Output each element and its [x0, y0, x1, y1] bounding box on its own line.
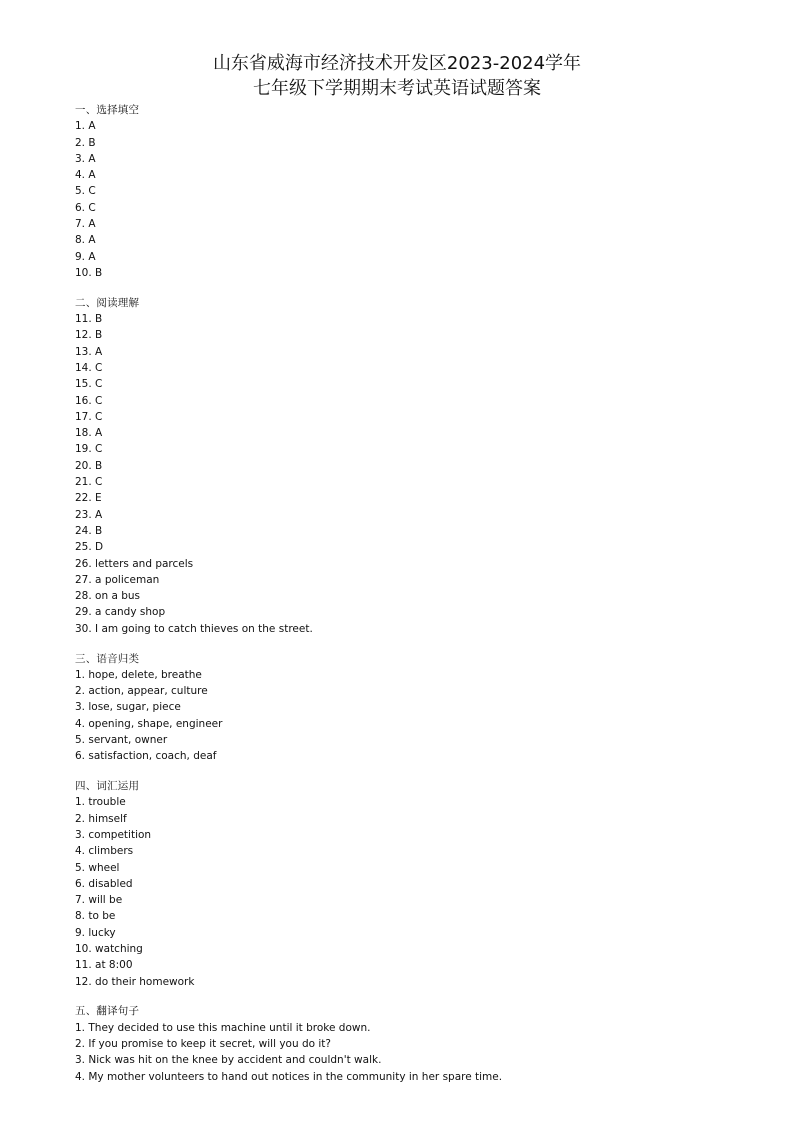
item-number: 17.: [75, 410, 92, 423]
item-answer: C: [95, 361, 103, 374]
answer-item: [75, 957, 755, 973]
item-answer: lucky: [88, 926, 116, 939]
item-number: 1.: [75, 120, 86, 133]
answer-item: [75, 376, 755, 392]
answer-item: [75, 699, 755, 715]
item-answer: opening, shape, engineer: [88, 717, 223, 730]
item-answer: C: [95, 443, 103, 456]
answer-section: [75, 102, 755, 281]
item-answer: E: [95, 492, 102, 505]
answer-item: [75, 1052, 755, 1068]
answer-item: [75, 1036, 755, 1052]
item-answer: do their homework: [95, 975, 195, 988]
answer-item: [75, 974, 755, 990]
item-number: 3.: [75, 701, 86, 714]
answer-item: [75, 249, 755, 265]
document-title-line-2: 七年级下学期期末考试英语试题答案: [253, 78, 541, 99]
answer-item: [75, 327, 755, 343]
answer-item: [75, 892, 755, 908]
answer-item: [75, 876, 755, 892]
item-answer: B: [95, 266, 103, 279]
item-number: 18.: [75, 427, 92, 440]
item-number: 11.: [75, 313, 92, 326]
item-answer: letters and parcels: [95, 557, 194, 570]
item-answer: A: [88, 120, 96, 133]
item-answer: A: [88, 234, 96, 247]
item-number: 22.: [75, 492, 92, 505]
item-answer: a candy shop: [95, 606, 166, 619]
answer-item: [75, 523, 755, 539]
item-answer: satisfaction, coach, deaf: [88, 750, 217, 763]
item-answer: My mother volunteers to hand out notices in the community in her spare time.: [88, 1070, 503, 1083]
item-number: 15.: [75, 378, 92, 391]
item-answer: A: [88, 250, 96, 263]
answer-item: [75, 265, 755, 281]
item-answer: on a bus: [95, 590, 141, 603]
answer-item: [75, 360, 755, 376]
answer-item: [75, 151, 755, 167]
item-answer: to be: [88, 910, 116, 923]
item-number: 13.: [75, 345, 92, 358]
answer-item: [75, 925, 755, 941]
item-number: 5.: [75, 733, 86, 746]
item-answer: B: [95, 524, 103, 537]
item-answer: competition: [88, 828, 152, 841]
answer-item: [75, 409, 755, 425]
item-answer: C: [88, 185, 96, 198]
answer-item: [75, 474, 755, 490]
item-answer: D: [95, 541, 104, 554]
answer-item: [75, 604, 755, 620]
answer-item: [75, 827, 755, 843]
item-answer: C: [95, 410, 103, 423]
answer-item: [75, 135, 755, 151]
item-answer: lose, sugar, piece: [88, 701, 181, 714]
answer-item: [75, 311, 755, 327]
answer-item: [75, 667, 755, 683]
answer-item: [75, 908, 755, 924]
item-number: 24.: [75, 524, 92, 537]
item-number: 4.: [75, 717, 86, 730]
item-answer: at 8:00: [95, 959, 133, 972]
item-answer: servant, owner: [88, 733, 168, 746]
item-number: 9.: [75, 250, 86, 263]
item-number: 2.: [75, 812, 86, 825]
item-answer: A: [95, 508, 103, 521]
item-number: 4.: [75, 1070, 86, 1083]
section-heading: 一、选择填空: [75, 104, 140, 116]
item-number: 2.: [75, 1038, 86, 1051]
item-answer: hope, delete, breathe: [88, 668, 202, 681]
item-number: 29.: [75, 606, 92, 619]
answer-item: [75, 393, 755, 409]
item-number: 8.: [75, 910, 86, 923]
section-heading: 四、词汇运用: [75, 780, 140, 793]
answer-item: [75, 716, 755, 732]
item-answer: a policeman: [95, 573, 160, 586]
item-number: 27.: [75, 573, 92, 586]
item-answer: A: [88, 218, 96, 231]
answer-content: [75, 102, 755, 1085]
answer-item: [75, 1020, 755, 1036]
answer-item: [75, 811, 755, 827]
item-answer: A: [95, 345, 103, 358]
item-answer: climbers: [88, 845, 134, 858]
item-number: 5.: [75, 185, 86, 198]
answer-section: [75, 295, 755, 637]
item-number: 6.: [75, 201, 86, 214]
item-number: 7.: [75, 894, 86, 907]
item-number: 6.: [75, 877, 86, 890]
item-answer: wheel: [88, 861, 120, 874]
item-answer: C: [95, 378, 103, 391]
item-number: 4.: [75, 169, 86, 182]
item-answer: C: [88, 201, 96, 214]
item-answer: A: [88, 169, 96, 182]
item-number: 1.: [75, 668, 86, 681]
answer-item: [75, 1069, 755, 1085]
answer-section: [75, 1003, 755, 1084]
item-number: 16.: [75, 394, 92, 407]
item-number: 10.: [75, 266, 92, 279]
answer-item: [75, 458, 755, 474]
answer-item: [75, 425, 755, 441]
item-number: 6.: [75, 750, 86, 763]
answer-item: [75, 183, 755, 199]
item-number: 10.: [75, 943, 92, 956]
item-number: 12.: [75, 975, 92, 988]
item-number: 3.: [75, 1054, 86, 1067]
section-heading: 五、翻译句子: [75, 1005, 140, 1018]
item-number: 30.: [75, 622, 92, 635]
answer-item: [75, 732, 755, 748]
section-heading: 二、阅读理解: [75, 296, 140, 309]
item-answer: A: [95, 427, 103, 440]
answer-item: [75, 344, 755, 360]
item-answer: B: [95, 313, 103, 326]
item-number: 12.: [75, 329, 92, 342]
answer-item: [75, 167, 755, 183]
item-answer: A: [88, 152, 96, 165]
answer-item: [75, 118, 755, 134]
item-number: 3.: [75, 828, 86, 841]
item-answer: will be: [88, 894, 123, 907]
item-number: 3.: [75, 152, 86, 165]
document-title-line-1: 山东省威海市经济技术开发区2023-2024学年: [212, 53, 582, 74]
item-number: 7.: [75, 218, 86, 231]
item-answer: Nick was hit on the knee by accident and couldn't walk.: [88, 1054, 382, 1067]
answer-item: [75, 232, 755, 248]
item-number: 25.: [75, 541, 92, 554]
answer-item: [75, 490, 755, 506]
item-number: 1.: [75, 1021, 86, 1034]
item-answer: C: [95, 476, 103, 489]
item-number: 1.: [75, 796, 86, 809]
answer-item: [75, 588, 755, 604]
answer-item: [75, 794, 755, 810]
item-number: 8.: [75, 234, 86, 247]
answer-item: [75, 572, 755, 588]
item-number: 21.: [75, 476, 92, 489]
answer-item: [75, 843, 755, 859]
item-number: 23.: [75, 508, 92, 521]
answer-item: [75, 941, 755, 957]
item-answer: I am going to catch thieves on the street.: [95, 622, 313, 635]
item-answer: If you promise to keep it secret, will you do it?: [88, 1038, 331, 1051]
answer-section: [75, 651, 755, 765]
item-number: 20.: [75, 459, 92, 472]
answer-item: [75, 539, 755, 555]
item-number: 11.: [75, 959, 92, 972]
item-number: 9.: [75, 926, 86, 939]
item-answer: disabled: [88, 877, 133, 890]
answer-item: [75, 556, 755, 572]
item-number: 26.: [75, 557, 92, 570]
item-answer: action, appear, culture: [88, 685, 208, 698]
item-answer: himself: [88, 812, 127, 825]
answer-item: [75, 860, 755, 876]
item-number: 4.: [75, 845, 86, 858]
item-number: 19.: [75, 443, 92, 456]
answer-item: [75, 748, 755, 764]
answer-item: [75, 621, 755, 637]
item-number: 2.: [75, 136, 86, 149]
item-number: 28.: [75, 590, 92, 603]
item-number: 5.: [75, 861, 86, 874]
item-answer: They decided to use this machine until it broke down.: [88, 1021, 371, 1034]
item-answer: trouble: [88, 796, 126, 809]
item-answer: B: [95, 459, 103, 472]
answer-item: [75, 441, 755, 457]
answer-item: [75, 216, 755, 232]
answer-item: [75, 507, 755, 523]
item-answer: B: [88, 136, 96, 149]
item-answer: C: [95, 394, 103, 407]
item-answer: watching: [95, 943, 143, 956]
item-number: 14.: [75, 361, 92, 374]
answer-item: [75, 683, 755, 699]
answer-section: [75, 778, 755, 990]
section-heading: 三、语音归类: [75, 652, 140, 665]
answer-item: [75, 200, 755, 216]
item-number: 2.: [75, 685, 86, 698]
item-answer: B: [95, 329, 103, 342]
